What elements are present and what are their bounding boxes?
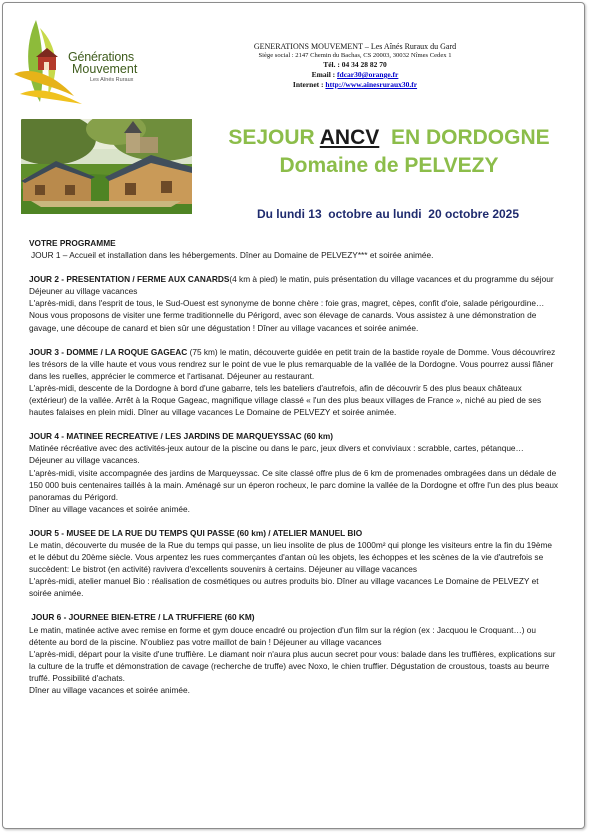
organisation-email-line (205, 70, 505, 79)
day-2-text: L'après-midi, dans l'esprit de tous, le Sud-Ouest est synonyme de bonne chère : foie gras, magret, cèpes, confit d'oie, salade périgourdine… Nous vous proposons de visiter une ferme traditionnelle du Périgord, avec son élevage de canards. Vous assistez à une démonstration de gavage, une découpe de canard et bien sûr une dégustation ! Dîner au village vacances et soirée animée. (29, 298, 545, 333)
day-1-text: JOUR 1 – Accueil et installation dans les hébergements. Dîner au Domaine de PELVEZY*** et soirée animée. (31, 250, 434, 261)
day-6-text-2: L'après-midi, départ pour la visite d'une truffière. Le diamant noir n'aura plus aucun secret pour vous: balade dans les truffières, explications sur la culture de la truffe et démonstration de cavage (recherche de truffe) avec Noxo, le chien truffier. Dégustation de croustous, toasts au beurre truffé. Possibilité d'achats. (29, 648, 556, 683)
day-4-text-2: L'après-midi, visite accompagnée des jardins de Marqueyssac. Ce site classé offre plus de 6 km de promenades ombragées dans un dédale de 150 000 buis centenaires taillés à la main. Aménagé sur un éperon rocheux, le parc domine la vallée de la Dordogne et offre l'un des plus beaux panoramas du Périgord. (29, 467, 559, 502)
day-4-text-3: Dîner au village vacances et soirée animée. (29, 503, 190, 514)
day-3-title: JOUR 3 - DOMME / LA ROQUE GAGEAC (29, 346, 188, 357)
day-5-text-1: Le matin, découverte du musée de la Rue du temps qui passe, un lieu insolite de plus de 1000m² qui plonge les visiteurs entre la fin du 19ème et le début du 20ème siècle. Vous arpentez les rues commerçantes d'antan où les objets, les échoppes et les scènes de la vie d'autrefois se succèdent: Le bistrot (en activité) ravivera d'excellents souvenirs à certains. Déjeuner au village vacances (29, 539, 553, 575)
day-2-title: JOUR 2 - PRESENTATION / FERME AUX CANARDS (29, 274, 230, 285)
day-6-text-1: Le matin, matinée active avec remise en forme et gym douce encadré ou projection d'un film sur la région (ex : Jacquou le Croquant…) ou détente au bord de la piscine. N'oubliez pas votre maillot de bain ! Déjeuner au village vacances (29, 624, 537, 647)
stay-dates: Du lundi 13 octobre au lundi 20 octobre 2025 (256, 207, 520, 221)
organisation-phone: Tél. : 04 34 28 82 70 (323, 60, 387, 69)
stay-title (195, 126, 583, 178)
day-6-text-3: Dîner au village vacances et soirée animée. (29, 685, 190, 695)
day-3-text: L'après-midi, descente de la Dordogne à bord d'une gabarre, tels les bateliers d'autrefois, afin de découvrir 5 des plus beaux châteaux (extérieur) de la vallée. Arrêt à la Roque Gageac, magnifique village classé « l'un des plus beaux villages de France », niché au pied de ses hautes falaises en plein midi. Dîner au village vacances Le Domaine de PELVEZY et soirée animée. (29, 382, 542, 418)
internet-label: Internet : (292, 80, 326, 89)
email-label: Email : (311, 70, 338, 79)
title-sejour: SEJOUR (228, 126, 320, 149)
email-link[interactable]: fdcar30@orange.fr (337, 70, 399, 79)
day-2-paragraph (29, 273, 559, 297)
holiday-village-image (21, 119, 192, 214)
day-3-lead: (75 km) le matin, découverte guidée en petit train de la bastide royale de Domme. Vous découvrirez les trésors de la ville haute et vous vous rendrez sur le point de vue le plus remarquable de la vallée de la Dordogne. Vous pourrez aussi flâner dans les ruelles, apprécier le commerce et l'artisanat. Déjeuner au restaurant. (29, 346, 556, 381)
logo-text (68, 50, 137, 83)
domaine-photo (21, 119, 192, 214)
organisation-info (205, 42, 505, 89)
title-line-1 (195, 126, 583, 150)
title-ancv: ANCV (319, 126, 380, 149)
generations-mouvement-logo (10, 16, 180, 106)
title-line-2: Domaine de PELVEZY (279, 154, 499, 177)
letterhead (0, 0, 589, 110)
logo-line-3: Les Aînés Ruraux (90, 77, 134, 83)
organisation-address: Siège social : 2147 Chemin du Bachas, CS 20003, 30032 Nîmes Cedex 1 (258, 52, 452, 59)
logo-line-1: Générations (68, 50, 134, 64)
website-link[interactable]: http://www.ainesruraux30.fr (325, 80, 418, 89)
programme-heading: VOTRE PROGRAMME (29, 238, 116, 248)
day-5-title: JOUR 5 - MUSEE DE LA RUE DU TEMPS QUI PASSE (60 km) / ATELIER MANUEL BIO (29, 527, 363, 538)
day-4-title: JOUR 4 - MATINEE RECREATIVE / LES JARDINS DE MARQUEYSSAC (60 km) (29, 431, 333, 442)
day-6-title: JOUR 6 - JOURNEE BIEN-ETRE / LA TRUFFIERE (60 KM) (29, 612, 255, 623)
day-5-text-2: L'après-midi, atelier manuel Bio : réalisation de cosmétiques ou autres produits bio. Dîner au village vacances Le Domaine de PELVEZY et soirée animée. (29, 576, 539, 599)
title-dordogne: EN DORDOGNE (379, 126, 550, 149)
programme-content (29, 237, 559, 696)
logo-line-2: Mouvement (72, 62, 138, 76)
organisation-name: GENERATIONS MOUVEMENT – Les Aînés Ruraux du Gard (253, 42, 457, 51)
organisation-website-line (205, 80, 505, 89)
day-4-text-1: Matinée récréative avec des activités-jeux autour de la piscine ou dans le parc, jeux divers et conviviaux : scrabble, cartes, pétanque… Déjeuner au village vacances. (29, 443, 524, 466)
day-3-paragraph (29, 346, 559, 382)
day-2-lead: (4 km à pied) le matin, puis présentation du village vacances et du programme du séjour Déjeuner au village vacances (29, 274, 554, 297)
